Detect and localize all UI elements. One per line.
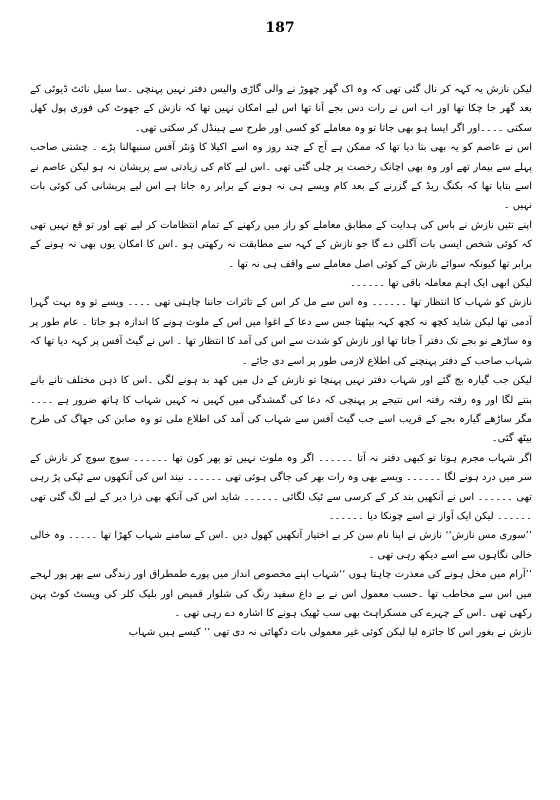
paragraph-4: لیکن ابھی ایک اہم معاملہ باقی تھا ۔۔۔۔۔۔ [349, 278, 532, 290]
paragraph-6: لیکن جب گیارہ بج گئے اور شہاب دفتر نہیں پہنچا تو نازش کے دل میں کھد بد ہونے لگی ۔اس کا ذہن مختلف تانے بانے بنتے لگا اور وہ رفتہ رفتہ اس نتیجے پر پہنچی کہ دعا کی گمشدگی میں کہیں نہ کہیں شہاب کا ہاتھ ضرور ہے ۔۔۔۔ مگر ساڑھے گیارہ بجے کے قریب اسے جب گیٹ آفس سے شہاب کی آمد کی اطلاع ملی تو وہ صابن کی جھاگ کی طرح بیٹھ گئی۔ [30, 375, 532, 445]
paragraph-5: نازش کو شہاب کا انتظار تھا ۔۔۔۔۔۔ وہ اس سے مل کر اس کے تاثرات جاننا چاہتی تھی ۔۔۔۔ ویسے تو وہ بہت گہرا آدمی تھا لیکن شاید کچھ نہ کچھ کہہ بیٹھتا جس سے دعا کے اغوا میں اس کے ملوث ہونے کا اندازہ ہو جاتا ۔ عام طور پر وہ ساڑھے نو بجے تک دفتر آ جاتا تھا اور نازش کو شدت سے اس کی آمد کا انتظار تھا ۔ اس نے گیٹ آفس پر کہہ دیا تھا کہ شہاب صاحب کے دفتر پہنچنے کی اطلاع لازمی طور پر اسے دی جائے ۔ [30, 297, 532, 367]
paragraph-2: اس نے عاصم کو یہ بھی بتا دیا تھا کہ ممکن ہے آج کے چند روز وہ اسے اکیلا کا ؤنٹر آفس سنبھالنا پڑے ۔ چشتی صاحب پہلے سے بیمار تھے اور وہ بھی اچانک رخصت پر چلی گئی تھی ۔اس لیے کام کی زیادتی سے پریشان نہ ہو لیکن عاصم نے اسے بتایا تھا کہ بکنگ ریڈ کے گزرنے کے بعد کام ویسے ہی نہ ہونے کے برابر رہ جاتا ہے اس لیے پریشانی کی کوئی بات نہیں ۔ [30, 142, 532, 212]
paragraph-7: اگر شہاب مجرم ہوتا تو کبھی دفتر نہ آتا ۔۔۔۔۔۔ اگر وہ ملوث نہیں تو پھر کون تھا ۔۔۔۔۔۔ سوچ سوچ کر نازش کے سر میں درد ہونے لگا ۔۔۔۔۔۔ ویسے بھی وہ رات بھر کی جاگی ہوئی تھی ۔۔۔۔۔۔ نیند اس کی آنکھوں سے ٹپکی پڑ رہی تھی ۔۔۔۔۔۔ اس نے آنکھیں بند کر کے کرسی سے ٹیک لگائی ۔۔۔۔۔۔ شاید اس کی آنکھ بھی ذرا دیر کے لیے لگ گئی تھی ۔۔۔۔۔۔ لیکن ایک آواز نے اسے چونکا دیا ۔۔۔۔۔۔ [30, 452, 532, 522]
paragraph-9: ’’آرام میں مخل ہونے کی معذرت چاہتا ہوں ‘‘شہاب اپنے مخصوص انداز میں پورے طمطراق اور زندگی سے بھر پور لہجے میں اس سے مخاطب تھا ۔حسب معمول اس نے بے داغ سفید رنگ کی شلوار قمیص اور بلیک کلر کی ویسٹ کوٹ پہن رکھی تھی ۔اس کے چہرے کی مسکراہٹ بھی سب ٹھیک ہونے کا اشارہ دے رہی تھی ۔ [30, 569, 532, 619]
paragraph-1: لیکن نازش یہ کہہ کر نال گئی تھی کہ وہ اک گھر چھوڑ نے والی گاڑی والیس دفتر نہیں پہنچی ۔سا سیل نائٹ ڈیوٹی کے بعد گھر جا چکا تھا اور اب اس نے رات دس بجے آنا تھا اس لیے امکان نہیں تھا کہ نازش کے جھوٹ کی فوری پول کھل سکتی ۔۔۔۔اور اگر ایسا ہو بھی جاتا تو وہ معاملے کو کسی اور طرح سے ہینڈل کر سکتی تھی۔ [30, 84, 532, 134]
urdu-text-body [30, 80, 532, 643]
paragraph-10: نازش نے بغور اس کا جائزہ لیا لیکن کوئی غیر معمولی بات دکھائی نہ دی تھی ’’ کیسے ہیں شہاب [128, 627, 532, 639]
paragraph-3: اپنے تئیں نازش نے باس کی ہدایت کے مطابق معاملے کو راز میں رکھنے کے تمام انتظامات کر لیے تھے اور تو قع نہیں تھی کہ کوئی شخص ایسی بات آگلی دے گا جو نازش کے کہہ سے مطابقت نہ رکھتی ہو ۔اس کا امکان یوں بھی نہ ہونے کے برابر تھا کیونکہ سوائے نازش کے کوئی اصل معاملے سے واقف ہی نہ تھا ۔ [30, 219, 532, 270]
page-number: 187 [265, 20, 295, 36]
paragraph-8: ’’سوری مس نازش‘‘ نازش نے اپنا نام سن کر بے اختیار آنکھیں کھول دیں ۔اس کے سامنے شہاب کھڑا تھا ۔۔۔۔۔ وہ خالی خالی نگاہوں سے اسے دیکھ رہی تھی ۔ [30, 530, 532, 561]
